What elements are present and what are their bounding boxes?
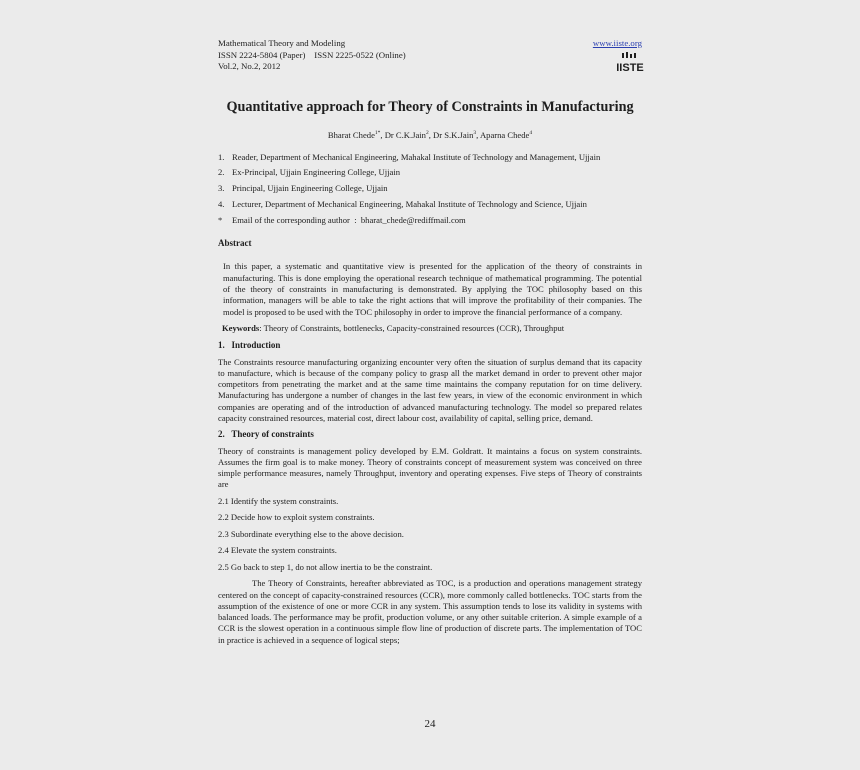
journal-name: Mathematical Theory and Modeling (218, 38, 346, 48)
journal-header (218, 38, 642, 82)
author-name: Aparna Chede (479, 129, 530, 140)
toc-step: 2.1 Identify the system constraints. (218, 495, 339, 506)
author-name: Dr S.K.Jain (433, 129, 474, 140)
abstract-heading: Abstract (218, 238, 252, 249)
keywords-text: : Theory of Constraints, bottlenecks, Capacity-constrained resources (CCR), Throughput (259, 322, 565, 333)
toc-step: 2.5 Go back to step 1, do not allow inertia to be the constraint. (218, 561, 433, 572)
affiliation-text: Principal, Ujjain Engineering College, Ujjain (232, 183, 388, 194)
toc-step: 2.4 Elevate the system constraints. (218, 545, 337, 556)
paper-title: Quantitative approach for Theory of Constraints in Manufacturing (226, 99, 634, 115)
journal-info (218, 38, 406, 73)
author-list: Bharat Chede$^{1*}$, Dr C.K.Jain$^2$, Dr S.K.Jain$^3$, Aparna Chede$^4$ (327, 129, 533, 140)
keywords-label: Keywords (222, 322, 260, 333)
affiliation-text: Lecturer, Department of Mechanical Engineering, Mahakal Institute of Technology and Science, Ujjain (232, 199, 587, 210)
author-sup: 2 (425, 129, 429, 136)
affiliation-text: Reader, Department of Mechanical Engineering, Mahakal Institute of Technology and Management, Ujjain (232, 151, 601, 162)
journal-volume: Vol.2, No.2, 2012 (218, 61, 281, 71)
affiliation-number: 4. (218, 199, 225, 210)
toc-steps-list (218, 496, 642, 573)
page-number: 24 (424, 718, 436, 730)
journal-url-link[interactable]: www.iiste.org (592, 38, 642, 48)
page-content (218, 38, 642, 651)
journal-issn: ISSN 2224-5804 (Paper) ISSN 2225-0522 (Online) (218, 49, 406, 60)
affiliation-text: Email of the corresponding author : bharat_chede@rediffmail.com (232, 214, 466, 225)
section-heading-theory-of-constraints: 2. Theory of constraints (218, 429, 314, 440)
affiliation-number: * (218, 214, 223, 225)
toc-step: 2.2 Decide how to exploit system constraints. (218, 512, 375, 523)
author-name: Bharat Chede (327, 129, 375, 140)
introduction-text: The Constraints resource manufacturing organizing encounter very often the situation of surplus demand that its capacity to manufacture, which is because of the company policy to grasp all the market demand in order to prevent other major competitors from penetrating the market and at the same time maintains the company reputation for on time delivery. Manufacturing has undergone a number of changes in the last few years, in view of the economic environment in which companies are operating and of the introduction of advanced manufacturing technology. The model so prepared relates capacity constrained resources, material cost, direct labour cost, availability of capital, selling price, demand. (218, 356, 642, 423)
affiliation-list (218, 152, 642, 226)
keywords (218, 323, 642, 334)
affiliation-item (218, 215, 642, 226)
toc-paragraph: The Theory of Constraints, hereafter abbreviated as TOC, is a production and operations management strategy centered on the concept of capacity-constrained resources (CCR), more commonly called bottlenecks. TOC starts from the assumption of the existence of one or more CCR in any system. This assumption tends to lose its validity in systems with balanced loads. The performance may be profit, production volume, or any other suitable criterion. A simple example of a CCR is the slowest operation in a continuous simple flow line of production of discrete parts. The implementation of TOC in practice is achieved in a sequence of logical steps; (218, 578, 642, 645)
affiliation-item (218, 199, 642, 210)
toc-step: 2.3 Subordinate everything else to the above decision. (218, 528, 404, 539)
section-heading-introduction: 1. Introduction (218, 340, 281, 351)
affiliation-item (218, 167, 642, 178)
iiste-logo (618, 52, 642, 74)
author-sup: 4 (529, 129, 533, 136)
author-sup: 3 (473, 129, 477, 136)
abstract-text: In this paper, a systematic and quantitative view is presented for the application of the theory of constraints in manufacturing. This is done employing the operational research technique of mathematical programming. The potential of the theory of constraints in manufacturing is demonstrated. By applying the TOC philosophy based on this information, managers will be able to take the right actions that will improve the profitability of their companies. The model is proposed to be used with the TOC philosophy in order to improve the financial performance of a company. (223, 261, 642, 317)
affiliation-text: Ex-Principal, Ujjain Engineering College, Ujjain (232, 167, 401, 178)
author-sup: 1* (374, 129, 381, 136)
affiliation-number: 2. (218, 167, 225, 178)
logo-text: IISTE (616, 61, 644, 74)
affiliation-number: 1. (218, 151, 225, 162)
affiliation-item (218, 183, 642, 194)
theory-of-constraints-text: Theory of constraints is management policy developed by E.M. Goldratt. It maintains a focus on system constraints. Assumes the firm goal is to make money. Theory of constraints concept of measurement system was conceived on three simple performance measures, namely Throughput, inventory and operating expenses. Five steps of Theory of constraints are (218, 445, 642, 490)
journal-links (593, 38, 642, 77)
affiliation-item (218, 152, 642, 163)
author-name: Dr C.K.Jain (384, 129, 426, 140)
affiliation-number: 3. (218, 183, 225, 194)
